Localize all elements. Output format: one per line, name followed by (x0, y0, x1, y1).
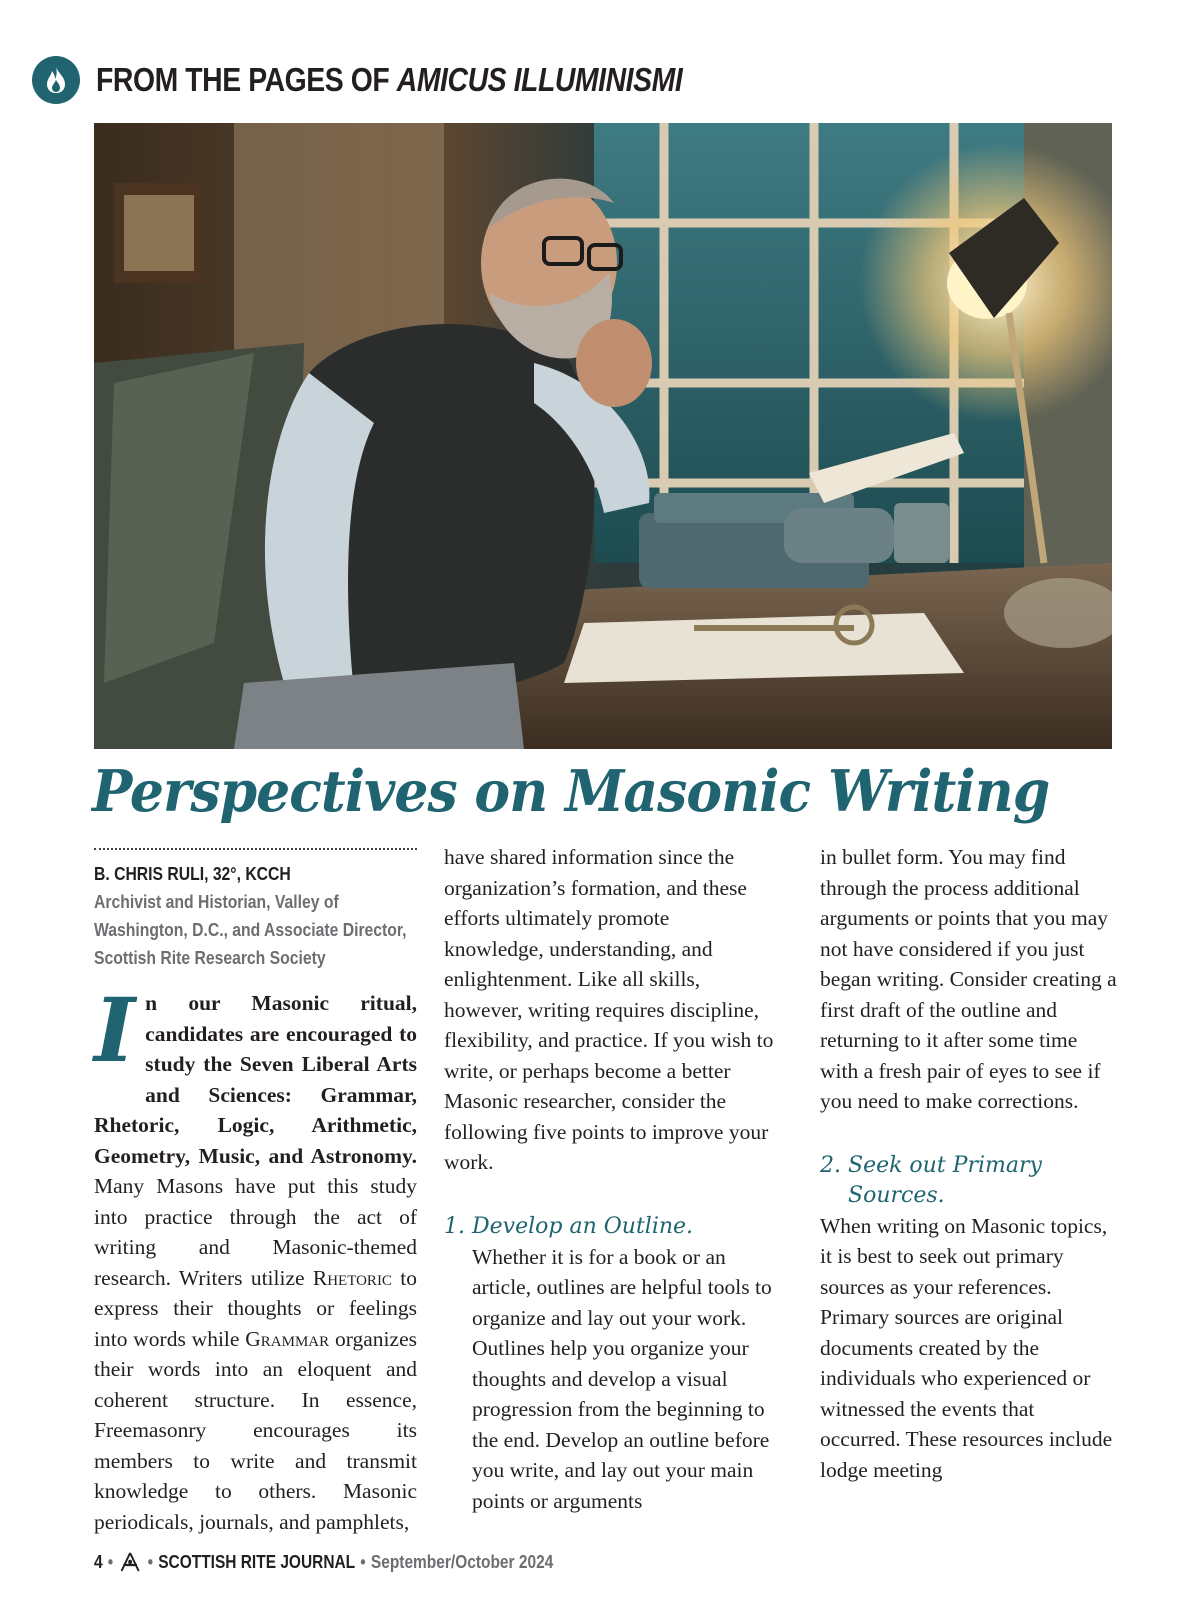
kicker-publication: AMICUS ILLUMINISMI (396, 61, 683, 98)
point-1-number: 1. (444, 1213, 465, 1239)
col2-paragraph: have shared information since the organization’s formation, and these efforts ultimately promote knowledge, understanding, and enlightenment. Like all skills, however, writing requires discipline, flexibility, and practice. If you wish to write, or perhaps become a better Masonic researcher, consider the following five points to improve your work. (444, 845, 774, 1174)
page-footer (94, 1549, 553, 1575)
point-1-title: Develop an Outline. (472, 1213, 694, 1239)
column-2 (444, 842, 774, 1516)
footer-separator: • (147, 1551, 154, 1572)
intro-text-1: Many Masons have put this study into practice through the act of writing and Masonic-themed research. Writers utilize (94, 1174, 417, 1290)
point-2-title: Seek out Primary Sources. (848, 1152, 1042, 1208)
point-1-text: Whether it is for a book or an article, outlines are helpful tools to organize and lay out your work. Outlines help you organize your thoughts and develop a visual progression from the beginning to the end. Develop an outline before you write, and lay out your main points or arguments (472, 1244, 772, 1513)
hero-photo (94, 123, 1112, 749)
kicker-text (96, 61, 682, 99)
article-title: Perspectives on Masonic Writing (92, 758, 1050, 825)
journal-name: SCOTTISH RITE JOURNAL (158, 1551, 356, 1572)
title-rule (94, 848, 417, 850)
kicker-prefix: FROM THE PAGES OF (96, 61, 390, 98)
page-number: 4 (94, 1551, 103, 1572)
column-1 (94, 842, 417, 1537)
flame-icon (32, 56, 80, 104)
author-name: B. CHRIS RULI, 32°, KCCH (94, 863, 291, 884)
intro-lead: n our Masonic ritual, candidates are encouraged to study the Seven Liberal Arts and Sciences: Grammar, Rhetoric, Logic, Arithmetic, Geometry, Music, and Astronomy. (94, 991, 417, 1168)
drop-cap: I (94, 978, 136, 1082)
intro-text-3: organizes their words into an eloquent and coherent structure. In essence, Freemasonry encourages its members to write and transmit knowledge to others. Masonic periodicals, journals, and pamphlets, (94, 1326, 417, 1534)
footer-separator: • (360, 1551, 366, 1572)
rhetoric-term: Rhetoric (312, 1265, 392, 1290)
author-role: Archivist and Historian, Valley of Washington, D.C., and Associate Director, Scottish Rite Research Society (94, 891, 407, 968)
grammar-term: Grammar (245, 1326, 330, 1351)
section-kicker (32, 56, 778, 104)
intro-text-2: to express their thoughts or feelings into words while (94, 1265, 417, 1351)
footer-separator: • (107, 1551, 114, 1572)
double-eagle-icon (118, 1551, 142, 1573)
column-3 (820, 842, 1120, 1485)
point-2-heading (820, 1151, 1120, 1211)
point-1-heading (444, 1212, 774, 1242)
point-2-text: When writing on Masonic topics, it is best to seek out primary sources as your references. Primary sources are original documents created by the individuals who experienced or witnessed the events that occurred. These resources include lodge meeting (820, 1213, 1113, 1482)
intro-paragraph (94, 978, 417, 1537)
col3-paragraph: in bullet form. You may find through the process additional arguments or points that you may not have considered if you just began writing. Consider creating a first draft of the outline and returning to it after some time with a fresh pair of eyes to see if you need to make corrections. (820, 845, 1117, 1113)
issue-date: September/October 2024 (370, 1551, 554, 1572)
point-2-number: 2. (820, 1152, 841, 1178)
